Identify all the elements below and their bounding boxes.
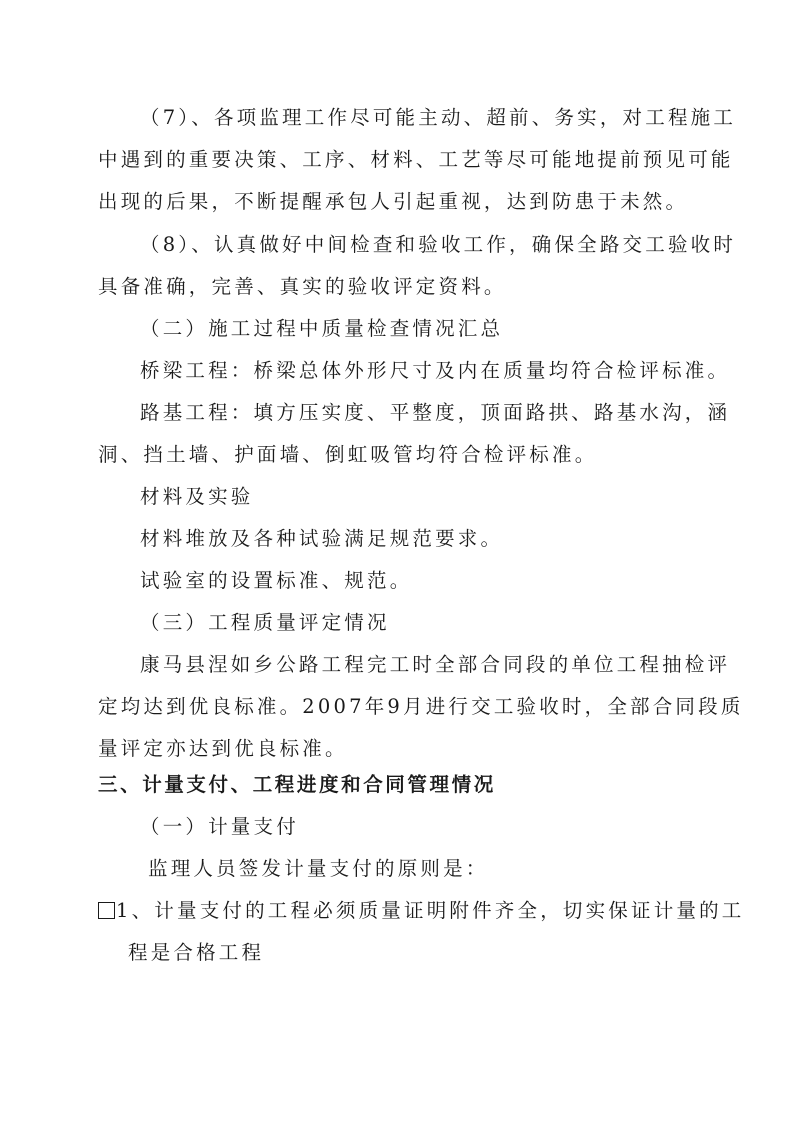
paragraph-line: 量评定亦达到优良标准。 <box>98 737 348 760</box>
checkbox-icon <box>98 902 115 919</box>
paragraph-line: 定均达到优良标准。2007年9月进行交工验收时，全部合同段质 <box>98 695 744 718</box>
subsection-heading: （一）计量支付 <box>140 815 299 838</box>
paragraph-line: 洞、挡土墙、护面墙、倒虹吸管均符合检评标准。 <box>98 443 598 466</box>
paragraph-line: 材料及实验 <box>140 485 254 508</box>
paragraph-line: 试验室的设置标准、规范。 <box>140 569 413 592</box>
section-heading: 三、计量支付、工程进度和合同管理情况 <box>98 773 496 796</box>
list-item-text: 1、计量支付的工程必须质量证明附件齐全，切实保证计量的工 <box>116 899 745 922</box>
paragraph-line: 监理人员签发计量支付的原则是： <box>148 857 489 880</box>
paragraph-line: 路基工程：填方压实度、平整度，顶面路拱、路基水沟，涵 <box>140 401 731 424</box>
paragraph-line: （8）、认真做好中间检查和验收工作，确保全路交工验收时 <box>140 233 737 256</box>
paragraph-line: 程是合格工程 <box>128 941 265 964</box>
subsection-heading: （二）施工过程中质量检查情况汇总 <box>140 317 504 340</box>
paragraph-line: 具备准确，完善、真实的验收评定资料。 <box>98 275 507 298</box>
paragraph-line: 材料堆放及各种试验满足规范要求。 <box>140 527 504 550</box>
paragraph-line: 出现的后果，不断提醒承包人引起重视，达到防患于未然。 <box>98 190 689 213</box>
subsection-heading: （三）工程质量评定情况 <box>140 611 390 634</box>
paragraph-line: （7）、各项监理工作尽可能主动、超前、务实，对工程施工 <box>140 106 737 129</box>
list-item <box>98 897 745 925</box>
paragraph-line: 中遇到的重要决策、工序、材料、工艺等尽可能地提前预见可能 <box>98 148 734 171</box>
paragraph-line: 康马县涅如乡公路工程完工时全部合同段的单位工程抽检评 <box>140 653 731 676</box>
paragraph-line: 桥梁工程：桥梁总体外形尺寸及内在质量均符合检评标准。 <box>140 359 731 382</box>
